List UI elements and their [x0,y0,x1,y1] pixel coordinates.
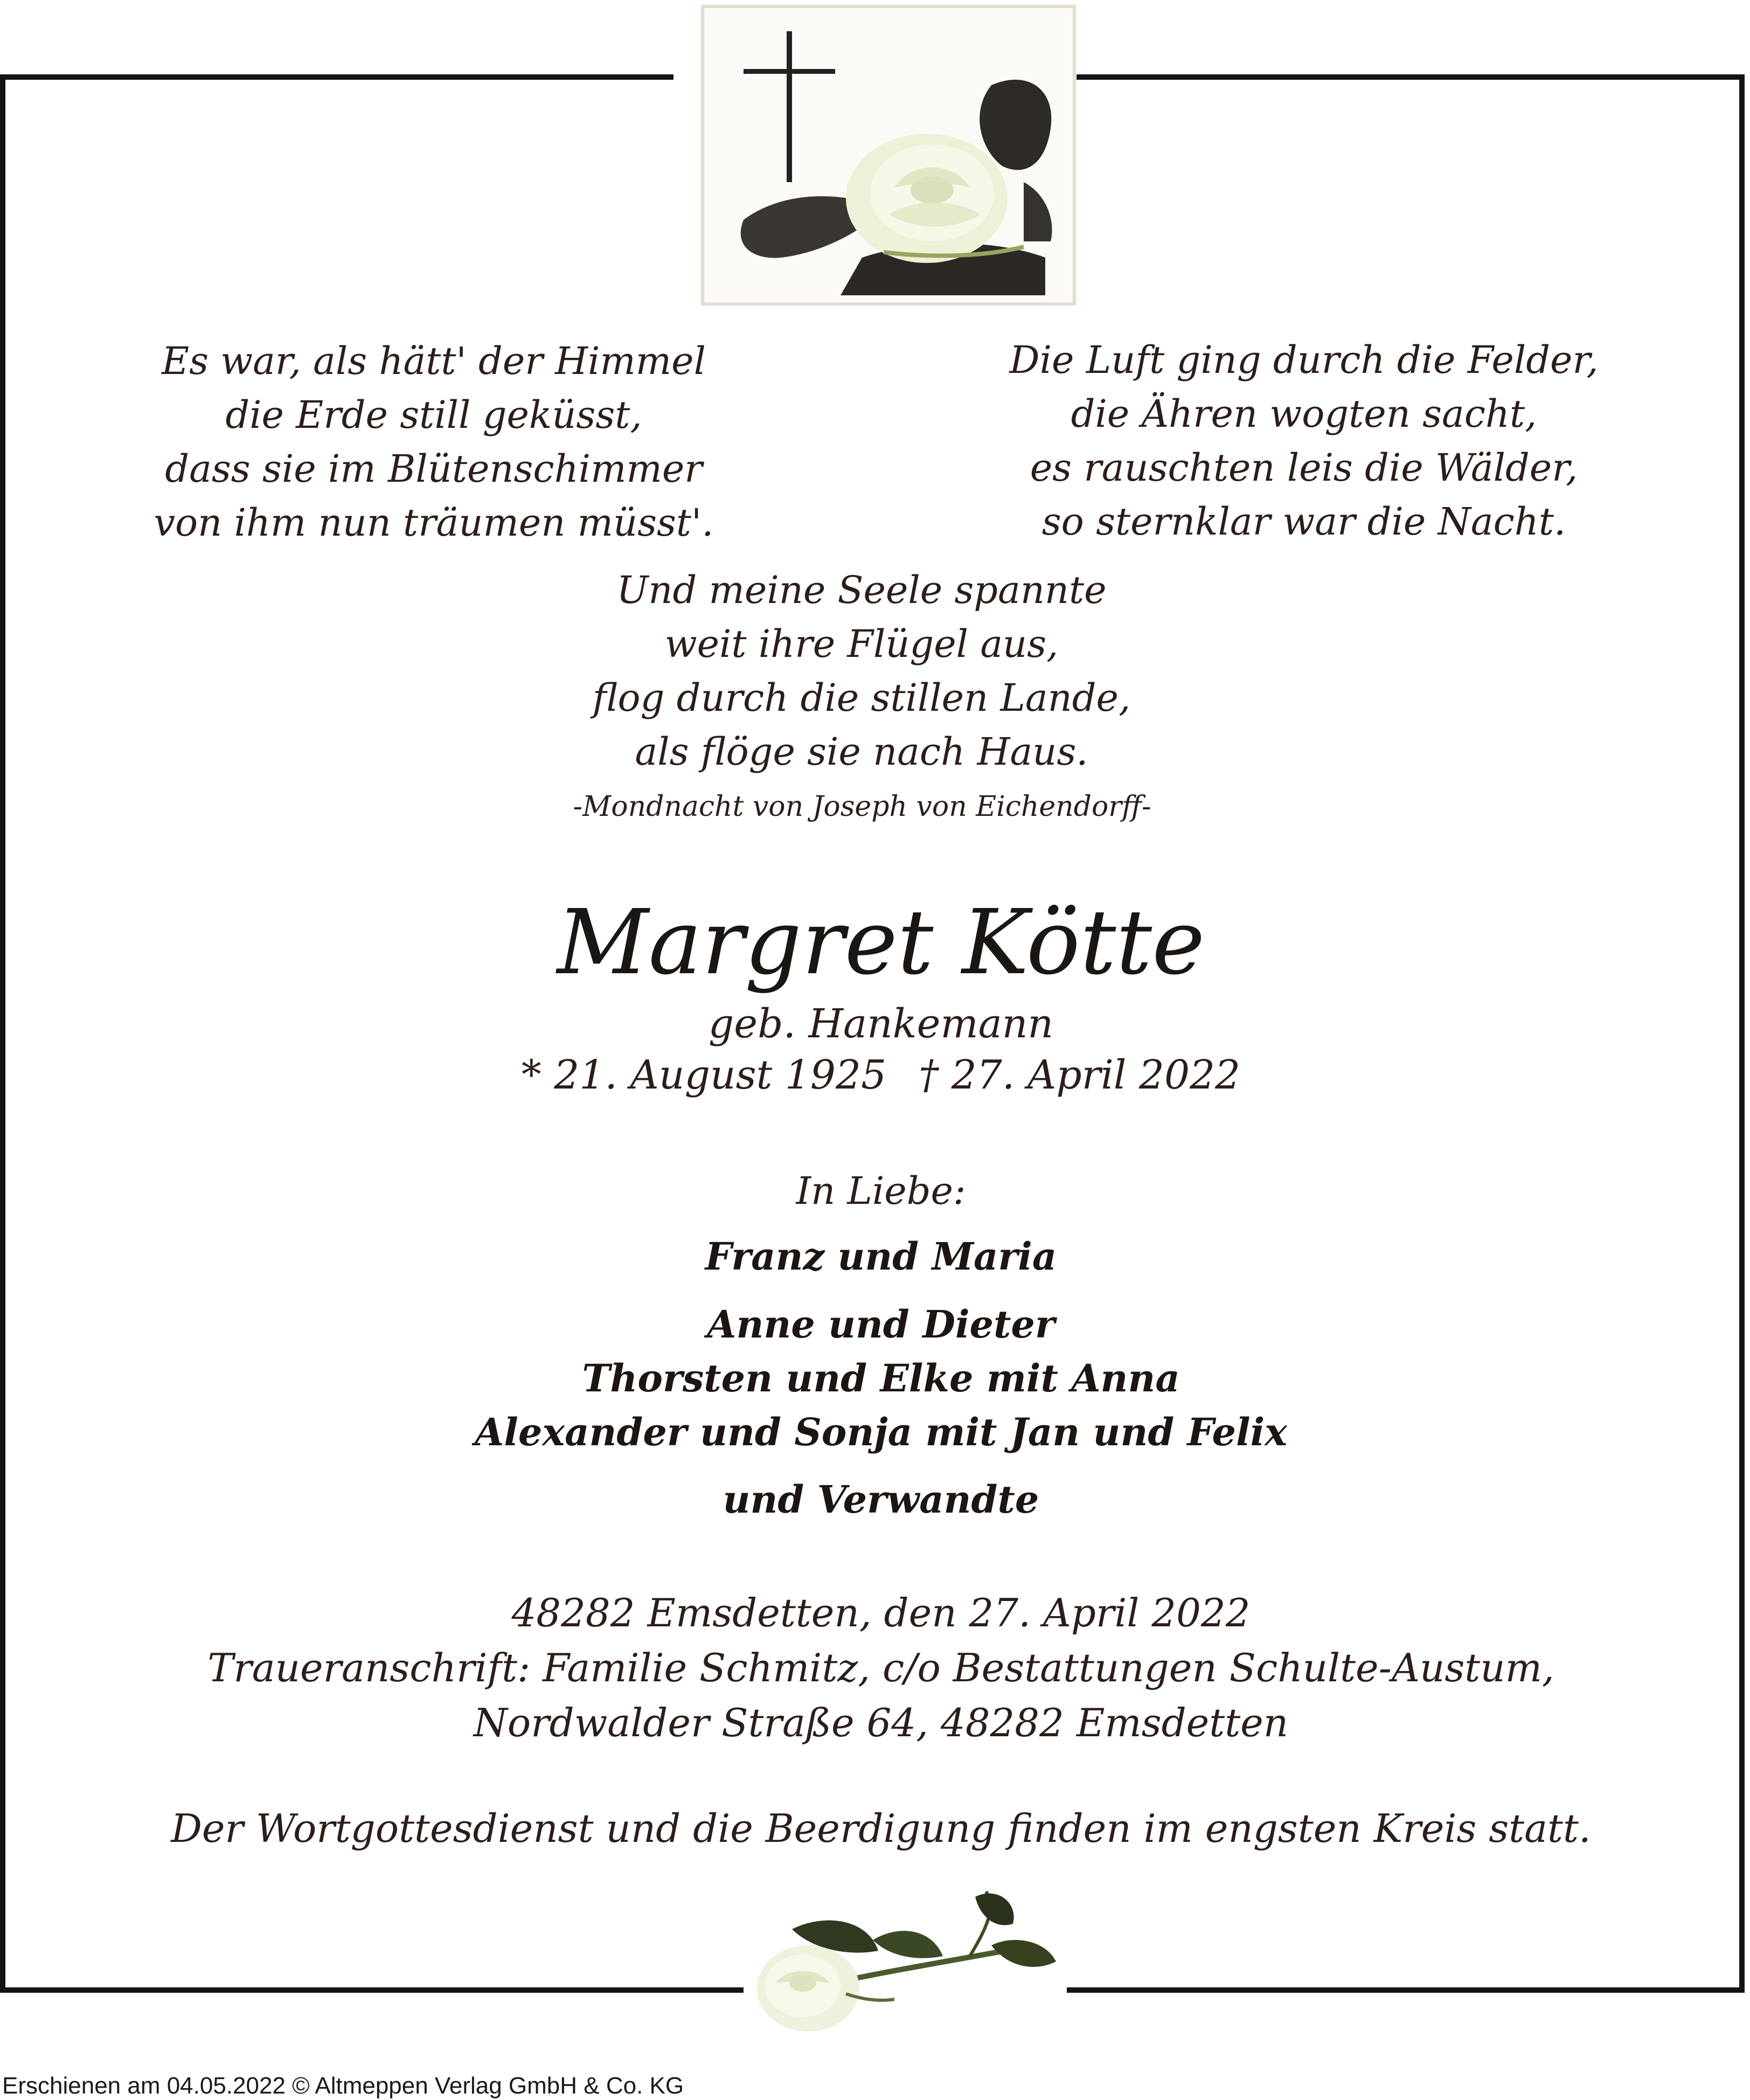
poem-attribution: -Mondnacht von Joseph von Eichendorff- [573,791,1151,823]
mourner-line: Thorsten und Elke mit Anna [582,1356,1180,1401]
poem-left [124,334,744,550]
poem-line: dass sie im Blütenschimmer [165,447,703,491]
birth-name: geb. Hankemann [708,1001,1054,1047]
mourner-line: Alexander und Sonja mit Jan und Felix [475,1410,1287,1454]
frame-top-left-line [0,74,673,80]
poem-center [552,563,1171,779]
white-rose-image [744,1886,1067,2048]
poem-line: Es war, als hätt' der Himmel [161,339,706,383]
poem-line: die Erde still geküsst, [225,393,642,437]
mourner-line: Franz und Maria [705,1234,1057,1279]
poem-line: weit ihre Flügel aus, [664,622,1059,666]
poem-line: von ihm nun träumen müsst'. [154,501,714,545]
frame-right-line [1739,74,1745,1993]
frame-left-line [0,74,5,1993]
mourning-address-line2: Nordwalder Straße 64, 48282 Emsdetten [473,1700,1289,1745]
death-date: † 27. April 2022 [919,1052,1241,1098]
publication-footer: Erschienen am 04.05.2022 © Altmeppen Verlag GmbH & Co. KG [2,2073,684,2099]
poem-line: flog durch die stillen Lande, [592,676,1131,720]
deceased-name: Margret Kötte [557,891,1205,995]
cross-rose-image [700,4,1077,306]
frame-bottom-right-line [1067,1987,1745,1993]
poem-line: die Ähren wogten sacht, [1071,392,1537,436]
frame-top-right-line [1077,74,1745,80]
poem-line: als flöge sie nach Haus. [635,730,1088,774]
life-dates [485,1045,1277,1105]
poem-right [986,333,1622,549]
service-note: Der Wortgottesdienst und die Beerdigung finden im engsten Kreis statt. [171,1806,1591,1851]
frame-bottom-left-line [0,1987,744,1993]
mourners-intro: In Liebe: [796,1169,966,1213]
poem-line: so sternklar war die Nacht. [1041,500,1566,544]
poem-line: Die Luft ging durch die Felder, [1009,338,1599,382]
birth-date: * 21. August 1925 [521,1052,887,1098]
place-date: 48282 Emsdetten, den 27. April 2022 [511,1590,1251,1635]
mourning-address-line1: Traueranschrift: Familie Schmitz, c/o Bestattungen Schulte-Austum, [207,1645,1554,1690]
mourner-line: Anne und Dieter [707,1302,1055,1347]
poem-line: Und meine Seele spannte [616,568,1107,612]
poem-line: es rauschten leis die Wälder, [1030,446,1578,490]
mourner-line: und Verwandte [723,1477,1039,1522]
